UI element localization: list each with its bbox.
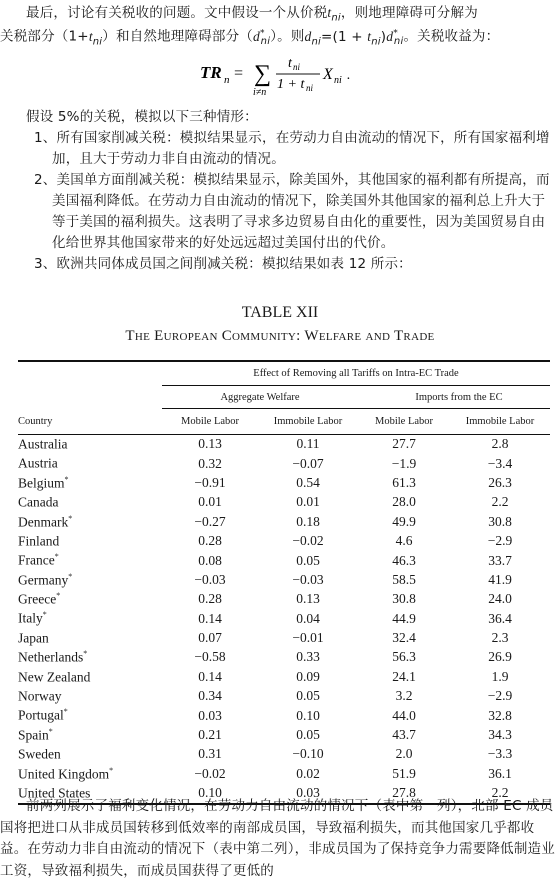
welfare-mobile-cell: 0.21: [198, 727, 222, 743]
country-cell: Spain*: [18, 726, 53, 743]
country-cell: Norway: [18, 688, 62, 704]
scenario-item-1: 1、所有国家削减关税：模拟结果显示，在劳动力自由流动的情况下，所有国家福利增加，且大于劳动力非自由流动的情况。: [34, 130, 550, 167]
welfare-mobile-cell: 0.08: [198, 552, 222, 568]
imports-immobile-cell: 2.2: [491, 785, 509, 801]
svg-text:X: X: [323, 66, 333, 83]
table-row: [18, 725, 550, 744]
country-column-header: Country: [18, 415, 53, 427]
welfare-immobile-cell: 0.10: [296, 707, 320, 723]
imports-mobile-cell: 28.0: [392, 494, 416, 510]
imports-immobile-cell: 34.3: [488, 727, 512, 743]
intro-text-5: ）。则: [270, 28, 305, 45]
svg-text:ni: ni: [293, 62, 301, 72]
welfare-mobile-cell: −0.58: [194, 649, 226, 665]
welfare-immobile-cell: −0.02: [292, 533, 324, 549]
welfare-immobile-cell: 0.05: [296, 552, 320, 568]
intro-paragraph-line2: [0, 23, 556, 52]
intro-text-3: 关税部分（1+: [0, 28, 89, 45]
imports-mobile-header: Mobile Labor: [374, 415, 434, 427]
table-row: [18, 590, 550, 609]
imports-mobile-cell: 51.9: [392, 765, 416, 781]
welfare-mobile-cell: 0.03: [198, 707, 222, 723]
imports-immobile-cell: 26.9: [488, 649, 512, 665]
welfare-immobile-cell: 0.09: [296, 668, 320, 684]
imports-mobile-cell: 61.3: [392, 474, 416, 490]
imports-immobile-cell: 33.7: [488, 552, 512, 568]
intro-text-1: 最后，讨论有关税收的问题。文中假设一个从价税: [26, 5, 328, 21]
imports-mobile-cell: 44.9: [392, 610, 416, 626]
welfare-immobile-cell: −0.01: [292, 630, 324, 646]
country-cell: Germany*: [18, 571, 73, 588]
imports-immobile-cell: −2.9: [487, 688, 513, 704]
welfare-immobile-cell: 0.33: [296, 649, 320, 665]
country-cell: Italy*: [18, 610, 47, 626]
svg-text:∑: ∑: [254, 61, 272, 87]
welfare-immobile-cell: −0.03: [292, 571, 324, 587]
table-row: [18, 551, 550, 570]
imports-immobile-cell: −3.4: [487, 455, 513, 471]
table-row: [18, 648, 550, 667]
imports-mobile-cell: 44.0: [392, 707, 416, 723]
imports-immobile-cell: 2.8: [491, 436, 509, 452]
table-row: [18, 570, 550, 589]
imports-immobile-cell: 1.9: [491, 668, 509, 684]
welfare-immobile-cell: −0.10: [292, 746, 324, 762]
welfare-immobile-cell: 0.03: [296, 785, 320, 801]
country-cell: Finland: [18, 533, 60, 549]
formula-svg: [0, 50, 560, 100]
welfare-mobile-cell: 0.10: [198, 785, 222, 801]
imports-mobile-cell: 27.8: [392, 785, 416, 801]
welfare-immobile-cell: 0.05: [296, 688, 320, 704]
country-cell: Austria: [18, 455, 58, 471]
svg-text:t: t: [288, 56, 292, 71]
welfare-trade-table: [18, 360, 550, 805]
intro-text-6: 。关税收益为：: [403, 28, 500, 45]
svg-text:n: n: [224, 74, 230, 86]
welfare-immobile-cell: 0.05: [296, 727, 320, 743]
scenario-item-3: 3、欧洲共同体成员国之间削减关税：模拟结果如表 12 所示：: [34, 256, 412, 272]
imports-mobile-cell: 4.6: [395, 533, 413, 549]
welfare-mobile-cell: 0.14: [198, 610, 222, 626]
country-cell: France*: [18, 552, 59, 568]
svg-text:.: .: [347, 68, 351, 83]
country-cell: Netherlands*: [18, 649, 88, 665]
imports-immobile-cell: 2.2: [491, 494, 509, 510]
welfare-mobile-cell: 0.32: [198, 455, 222, 471]
welfare-mobile-cell: 0.31: [198, 746, 222, 762]
imports-header: Imports from the EC: [358, 386, 550, 409]
imports-immobile-cell: 24.0: [488, 591, 512, 607]
table-title: The European Community: Welfare and Trade: [125, 328, 435, 344]
imports-mobile-cell: 24.1: [392, 668, 416, 684]
imports-mobile-cell: 30.8: [392, 591, 416, 607]
table-row: [18, 764, 550, 783]
table-row: [18, 609, 550, 628]
intro-text-2: ，则地理障碍可分解为: [340, 5, 478, 21]
table-label: TABLE XII: [241, 304, 319, 321]
country-cell: Japan: [18, 630, 49, 646]
imports-immobile-header: Immobile Labor: [465, 415, 535, 427]
welfare-mobile-cell: 0.28: [198, 591, 222, 607]
imports-mobile-cell: 49.9: [392, 513, 416, 529]
scenario-intro: 假设 5%的关税，模拟以下三种情形：: [26, 109, 258, 125]
scenario-item-2: 2、美国单方面削减关税：模拟结果显示，除美国外，其他国家的福利都有所提高，而美国福利降低。在劳动力自由流动的情况下，除美国外其他国家的福利总上升大于等于美国的福利损失。这表明了寻求多边贸易自由化的重要性，因为美国贸易自由化给世界其他国家带来的好处远远超过美国付出的代价。: [34, 172, 550, 251]
welfare-mobile-cell: 0.13: [198, 436, 222, 452]
imports-immobile-cell: −2.9: [487, 533, 513, 549]
imports-mobile-cell: 32.4: [392, 630, 416, 646]
svg-text:i≠n: i≠n: [253, 87, 267, 98]
table-body: [18, 434, 550, 804]
country-cell: United States: [18, 785, 91, 801]
var-d-star: $d^*_{ni}$: [253, 28, 271, 48]
table-row: [18, 512, 550, 531]
welfare-mobile-header: Mobile Labor: [180, 415, 240, 427]
var-t-ni: $t_{ni}$: [327, 5, 341, 24]
table-row: [18, 687, 550, 706]
welfare-mobile-cell: 0.14: [198, 668, 222, 684]
imports-immobile-cell: 36.4: [488, 610, 512, 626]
welfare-mobile-cell: −0.91: [194, 474, 226, 490]
country-cell: Australia: [18, 436, 68, 452]
table-row: [18, 473, 550, 492]
svg-text:ni: ni: [306, 83, 314, 93]
imports-immobile-cell: 36.1: [488, 765, 512, 781]
table-row: [18, 628, 550, 647]
imports-mobile-cell: 58.5: [392, 571, 416, 587]
table-row: [18, 531, 550, 550]
country-cell: Greece*: [18, 591, 61, 607]
country-cell: Canada: [18, 494, 59, 510]
svg-text:ni: ni: [334, 75, 342, 86]
conclusion-paragraph: 前两列展示了福利变化情况，在劳动力自由流动的情况下（表中第一列），北部 EC 成员国将把进口从非成员国转移到低效率的南部成员国，导致福利损失，而其他国家几乎都收益。在劳动力非自由流动的情况下（表中第二列），非成员国为了保持竞争力需要降低制造业工资，导致福利损失，而成员国获得了更低的: [0, 798, 555, 879]
welfare-immobile-cell: 0.11: [296, 436, 320, 452]
welfare-immobile-cell: 0.01: [296, 494, 320, 510]
welfare-mobile-cell: 0.28: [198, 533, 222, 549]
imports-mobile-cell: −1.9: [391, 455, 417, 471]
svg-text:TR: TR: [200, 63, 222, 82]
welfare-immobile-cell: 0.13: [296, 591, 320, 607]
welfare-mobile-cell: −0.03: [194, 571, 226, 587]
table-row: [18, 667, 550, 686]
country-cell: United Kingdom*: [18, 765, 114, 782]
country-cell: New Zealand: [18, 669, 91, 685]
table-row: [18, 434, 550, 454]
imports-mobile-cell: 43.7: [392, 727, 416, 743]
imports-mobile-cell: 27.7: [392, 436, 416, 452]
imports-mobile-cell: 56.3: [392, 649, 416, 665]
welfare-mobile-cell: 0.34: [198, 688, 222, 704]
country-cell: Denmark*: [18, 513, 73, 529]
welfare-immobile-cell: 0.04: [296, 610, 320, 626]
imports-immobile-cell: 30.8: [488, 513, 512, 529]
aggregate-welfare-header: Aggregate Welfare: [162, 386, 358, 409]
welfare-immobile-cell: 0.54: [296, 474, 320, 490]
welfare-immobile-cell: 0.18: [296, 513, 320, 529]
imports-mobile-cell: 2.0: [395, 746, 413, 762]
table-row: [18, 493, 550, 512]
svg-text:=: =: [233, 65, 244, 82]
imports-immobile-cell: 2.3: [491, 630, 509, 646]
welfare-immobile-cell: 0.02: [296, 765, 320, 781]
var-t-ni-2: $t_{ni}$: [88, 28, 103, 48]
country-cell: Belgium*: [18, 474, 69, 491]
equation-d-ni: $d_{ni}=(1 + t_{ni})d^*_{ni}$: [304, 28, 404, 48]
imports-immobile-cell: −3.3: [487, 746, 513, 762]
scenario-list: [0, 107, 556, 275]
welfare-mobile-cell: 0.07: [198, 630, 222, 646]
welfare-immobile-cell: −0.07: [292, 455, 324, 471]
imports-immobile-cell: 32.8: [488, 707, 512, 723]
intro-text-4: ）和自然地理障碍部分（: [102, 28, 253, 45]
welfare-mobile-cell: −0.02: [194, 765, 226, 781]
table-row: [18, 745, 550, 764]
country-cell: Portugal*: [18, 707, 68, 723]
table-row: [18, 706, 550, 725]
table-row: [18, 454, 550, 473]
welfare-mobile-cell: 0.01: [198, 494, 222, 510]
tariff-revenue-formula: [0, 50, 556, 100]
imports-immobile-cell: 26.3: [488, 474, 512, 490]
svg-text:1 + t: 1 + t: [277, 77, 305, 92]
country-cell: Sweden: [18, 746, 61, 762]
imports-immobile-cell: 41.9: [488, 571, 512, 587]
effect-header: Effect of Removing all Tariffs on Intra-EC Trade: [162, 361, 550, 386]
welfare-immobile-header: Immobile Labor: [273, 415, 343, 427]
welfare-mobile-cell: −0.27: [194, 513, 226, 529]
imports-mobile-cell: 46.3: [392, 552, 416, 568]
imports-mobile-cell: 3.2: [395, 688, 413, 704]
